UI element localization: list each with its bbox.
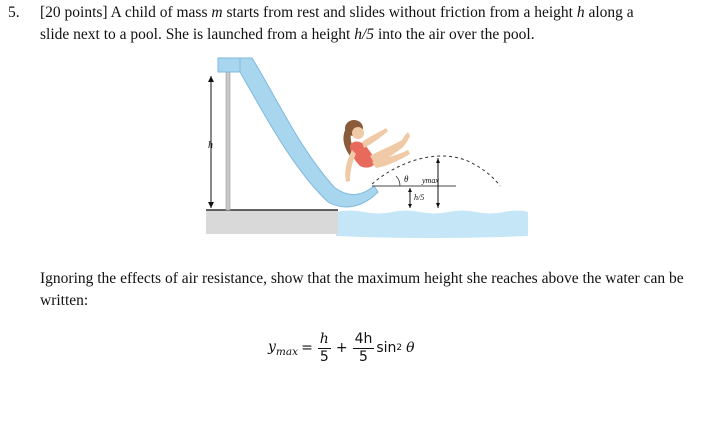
frac1-numerator: h	[319, 330, 329, 347]
h5-arrow-bottom	[408, 204, 412, 208]
frac2-denominator: 5	[358, 348, 368, 365]
ymax-arrow-top	[436, 158, 440, 163]
equation-lhs-base: y	[268, 338, 276, 355]
theta-arc	[396, 176, 400, 186]
pool-water	[336, 211, 528, 239]
ladder-post	[226, 70, 230, 210]
theta-variable: θ	[406, 340, 415, 356]
height-symbol: h	[576, 4, 585, 21]
child-arm-down	[345, 150, 356, 182]
child-figure	[343, 120, 410, 182]
ground-block	[206, 210, 338, 234]
ymax-arrow-bottom	[436, 203, 440, 208]
sin-function: sin	[376, 340, 397, 356]
h5-label: h/5	[414, 193, 425, 202]
theta-label: θ	[404, 174, 409, 184]
problem-text-1a: [20 points] A child of mass	[40, 4, 208, 21]
h5-arrow-top	[408, 188, 412, 192]
prompt-line-1: Ignoring the effects of air resistance, show that the maximum height she reaches above the water	[40, 270, 640, 287]
launch-height: h/5	[354, 26, 375, 43]
mass-symbol: m	[211, 4, 223, 21]
child-head	[352, 127, 364, 139]
problem-text-1c: along a	[588, 4, 634, 21]
prompt-text	[40, 268, 710, 312]
h-arrow-top	[208, 76, 214, 82]
frac2-numerator: 4h	[354, 330, 373, 347]
h-arrow-bottom	[208, 202, 214, 208]
equation-lhs-sub: max	[275, 345, 299, 358]
problem-text-2a: slide next to a pool. She is launched from a height	[40, 26, 351, 43]
ymax-equation	[268, 326, 415, 370]
fraction-4h-over-5	[353, 331, 375, 366]
fraction-h-over-5	[318, 331, 331, 366]
problem-text-2b: into the air over the pool.	[377, 26, 535, 43]
frac1-denominator: 5	[319, 348, 329, 365]
h-label: h	[208, 140, 213, 151]
ymax-label: ymax	[422, 176, 439, 185]
equation-lhs	[268, 339, 298, 358]
problem-text-1b: starts from rest and slides without friction from a height	[226, 4, 573, 21]
equals-sign: =	[301, 340, 313, 356]
prompt-line-2: can be written:	[40, 270, 684, 309]
child-arm-up	[362, 128, 388, 148]
problem-number: 5.	[8, 4, 20, 21]
sin-power: 2	[396, 343, 403, 353]
plus-sign: +	[335, 340, 348, 356]
